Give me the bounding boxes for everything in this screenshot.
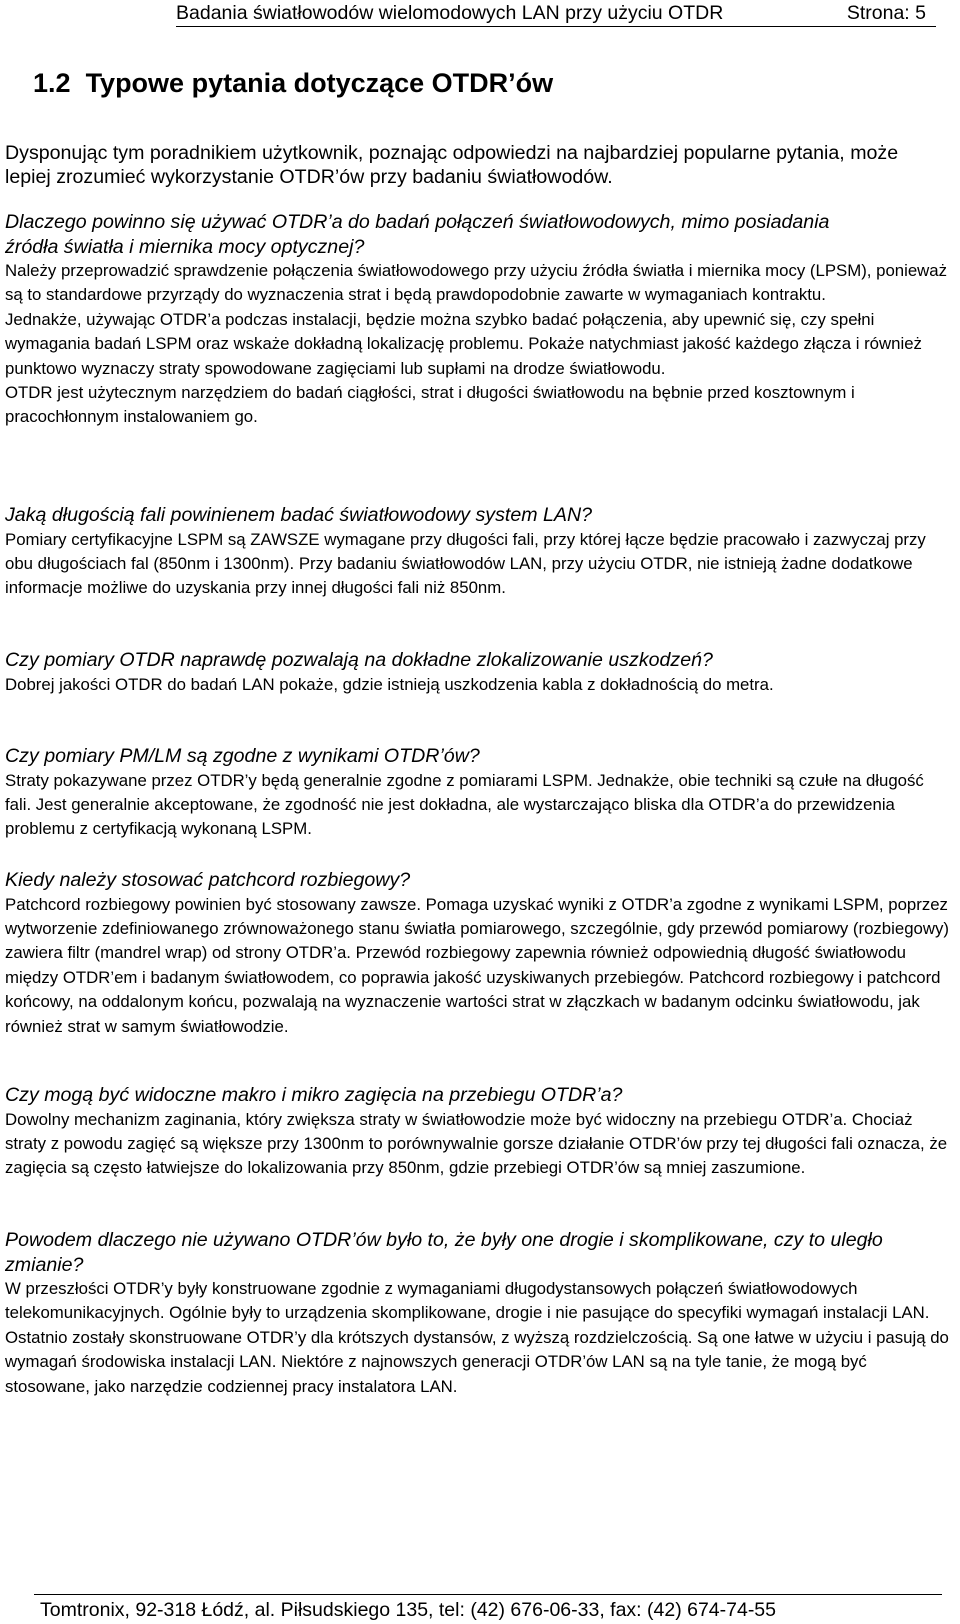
page-footer: Tomtronix, 92-318 Łódź, al. Piłsudskiego 135, tel: (42) 676-06-33, fax: (42) 674-74-55 (34, 1594, 942, 1624)
section-title: Typowe pytania dotyczące OTDR’ów (85, 68, 554, 98)
qa-item-3 (5, 648, 953, 697)
section-heading (33, 66, 553, 100)
qa-item-1 (5, 210, 953, 430)
page-header (176, 0, 936, 27)
question: Powodem dlaczego nie używano OTDR’ów było to, że były one drogie i skomplikowane, czy to uległo zmianie? (5, 1229, 883, 1276)
question: Jaką długością fali powinienem badać światłowodowy system LAN? (5, 504, 593, 526)
document-title: Badania światłowodów wielomodowych LAN przy użyciu OTDR (176, 2, 724, 24)
question: Kiedy należy stosować patchcord rozbiegowy? (5, 869, 411, 891)
answer-paragraph: OTDR jest użytecznym narzędziem do badań ciągłości, strat i długości światłowodu na bębnie przed kosztownym i pracochłonnym instalowaniem go. (5, 383, 855, 427)
qa-item-4 (5, 744, 953, 842)
qa-item-7 (5, 1228, 953, 1399)
answer-paragraph: Dowolny mechanizm zaginania, który zwiększa straty w światłowodzie może być widoczny na przebiegu OTDR’a. Chociaż straty z powodu zagięć są większe przy 1300nm to porównywalnie gorsze działanie OTDR’ów przy tej długości fali oznacza, że zagięcia są często łatwiejsze do lokalizowania przy 850nm, gdzie przebiegi OTDR’ów są mniej zaszumione. (5, 1109, 948, 1178)
question: Dlaczego powinno się używać OTDR’a do badań połączeń światłowodowych, mimo posiadania źródła światła i miernika mocy optycznej? (5, 211, 830, 258)
qa-item-2 (5, 503, 953, 601)
answer-paragraph: Pomiary certyfikacyjne LSPM są ZAWSZE wymagane przy długości fali, przy której łącze będzie pracowało i zazwyczaj przy obu długościach fal (850nm i 1300nm). Przy badaniu światłowodów LAN, przy użyciu OTDR, nie istnieją żadne dodatkowe informacje możliwe do uzyskania przy innej długości fali niż 850nm. (5, 529, 926, 598)
question: Czy pomiary OTDR naprawdę pozwalają na dokładne zlokalizowanie uszkodzeń? (5, 649, 713, 671)
answer-paragraph: Ostatnio zostały skonstruowane OTDR’y dla krótszych dystansów, z wyższą rozdzielczością. Są one łatwe w użyciu i pasują do wymagań środowiska instalacji LAN. Niektóre z najnowszych generacji OTDR’ów LAN są na tyle tanie, że mogą być stosowane, jako narzędzie codziennej pracy instalatora LAN. (5, 1327, 949, 1396)
answer-paragraph: Patchcord rozbiegowy powinien być stosowany zawsze. Pomaga uzyskać wyniki z OTDR’a zgodne z wynikami LSPM, poprzez wytworzenie zdefiniowanego zrównoważonego stanu światła pomiarowego, szczególnie, gdy przewód pomiarowy (rozbiegowy) zawiera filtr (mandrel wrap) od strony OTDR’a. Przewód rozbiegowy zapewnia również odpowiednią długość światłowodu między OTDR’em i badanym światłowodem, co poprawia jakość uzyskiwanych przebiegów. Patchcord rozbiegowy i patchcord końcowy, na oddalonym końcu, pozwalają na wyznaczenie wartości strat w złączkach w badanym odcinku światłowodu, jak również strat w samym światłowodzie. (5, 894, 949, 1036)
question: Czy mogą być widoczne makro i mikro zagięcia na przebiegu OTDR’a? (5, 1084, 623, 1106)
qa-item-5 (5, 868, 953, 1039)
answer-paragraph: W przeszłości OTDR’y były konstruowane zgodnie z wymaganiami długodystansowych połączeń światłowodowych telekomunikacyjnych. Ogólnie były to urządzenia skomplikowane, drogie i nie pasujące do specyfiki wymagań instalacji LAN. (5, 1279, 930, 1323)
section-number: 1.2 (33, 68, 71, 98)
answer-paragraph: Dobrej jakości OTDR do badań LAN pokaże, gdzie istnieją uszkodzenia kabla z dokładnością do metra. (5, 674, 774, 694)
question: Czy pomiary PM/LM są zgodne z wynikami OTDR’ów? (5, 745, 480, 767)
intro-paragraph: Dysponując tym poradnikiem użytkownik, poznając odpowiedzi na najbardziej popularne pytania, może lepiej zrozumieć wykorzystanie OTDR’ów przy badaniu światłowodów. (5, 142, 899, 188)
answer-paragraph: Należy przeprowadzić sprawdzenie połączenia światłowodowego przy użyciu źródła światła i miernika mocy (LPSM), ponieważ są to standardowe przyrządy do wyznaczenia strat i będą prawdopodobnie zawarte w wymaganiach kontraktu. (5, 261, 948, 305)
answer-paragraph: Straty pokazywane przez OTDR’y będą generalnie zgodne z pomiarami LSPM. Jednakże, obie techniki są czułe na długość fali. Jest generalnie akceptowane, że zgodność nie jest dokładna, ale wystarczająco bliska dla OTDR’a do przewidzenia problemu z certyfikacją wykonaną LSPM. (5, 770, 924, 839)
qa-item-6 (5, 1083, 953, 1181)
page-number: Strona: 5 (846, 2, 926, 24)
answer-paragraph: Jednakże, używając OTDR’a podczas instalacji, będzie można szybko badać połączenia, aby upewnić się, czy spełni wymagania badań LSPM oraz wskaże dokładną lokalizację problemu. Pokaże natychmiast jakość każdego złącza i również punktowo wyznaczy straty spowodowane zagięciami lub supłami na drodze światłowodu. (5, 309, 922, 378)
